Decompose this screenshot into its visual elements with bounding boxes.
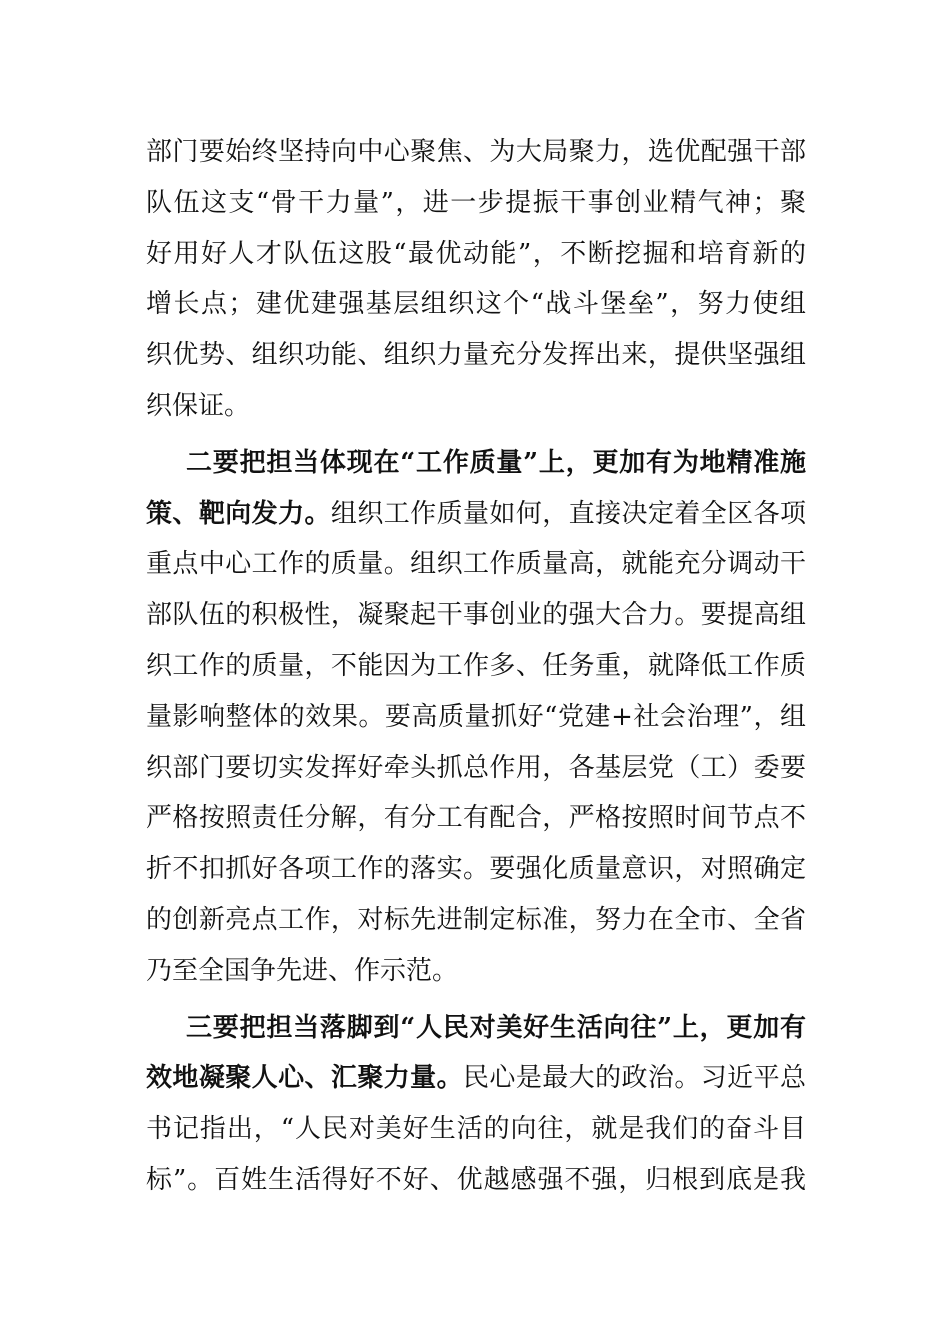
bold-heading-text: 效地凝聚人心、汇聚力量。 xyxy=(146,1063,463,1094)
body-text: 民心是最大的政治。习近平总 xyxy=(463,1063,806,1094)
text-line: 的创新亮点工作，对标先进制定标准，努力在全市、全省 xyxy=(146,904,806,935)
text-line: 好用好人才队伍这股“最优动能”，不断挖掘和培育新的 xyxy=(146,238,806,269)
text-line: 队伍这支“骨干力量”，进一步提振干事创业精气神；聚 xyxy=(146,187,806,218)
text-line: 部队伍的积极性，凝聚起干事创业的强大合力。要提高组 xyxy=(146,600,806,631)
text-line: 量影响整体的效果。要高质量抓好“党建+社会治理”，组 xyxy=(146,701,806,732)
text-line: 部门要始终坚持向中心聚焦、为大局聚力，选优配强干部 xyxy=(146,137,806,167)
text-line xyxy=(146,489,806,540)
bold-heading-line: 二要把担当体现在“工作质量”上，更加有为地精准施 xyxy=(186,447,806,478)
paragraph-3 xyxy=(146,1003,806,1206)
text-line: 重点中心工作的质量。组织工作质量高，就能充分调动干 xyxy=(146,549,806,580)
text-line: 乃至全国争先进、作示范。 xyxy=(146,955,459,986)
text-line: 严格按照责任分解，有分工有配合，严格按照时间节点不 xyxy=(146,803,806,834)
text-line: 书记指出，“人民对美好生活的向往，就是我们的奋斗目 xyxy=(146,1114,806,1145)
text-line: 织部门要切实发挥好牵头抓总作用，各基层党（工）委要 xyxy=(146,752,806,783)
paragraph-1 xyxy=(146,127,806,432)
document-body xyxy=(146,127,806,1206)
text-line xyxy=(146,1053,806,1104)
paragraph-2 xyxy=(146,438,806,997)
text-line: 织优势、组织功能、组织力量充分发挥出来，提供坚强组 xyxy=(146,340,806,371)
text-line: 标”。百姓生活得好不好、优越感强不强，归根到底是我 xyxy=(146,1164,806,1195)
text-line: 织保证。 xyxy=(146,390,251,421)
bold-heading-text: 策、靶向发力。 xyxy=(146,498,331,529)
bold-heading-line: 三要把担当落脚到“人民对美好生活向往”上，更加有 xyxy=(186,1012,806,1043)
body-text: 组织工作质量如何，直接决定着全区各项 xyxy=(330,498,806,529)
text-line: 增长点；建优建强基层组织这个“战斗堡垒”，努力使组 xyxy=(146,289,806,320)
text-line: 折不扣抓好各项工作的落实。要强化质量意识，对照确定 xyxy=(146,854,806,885)
text-line: 织工作的质量，不能因为工作多、任务重，就降低工作质 xyxy=(146,650,806,681)
